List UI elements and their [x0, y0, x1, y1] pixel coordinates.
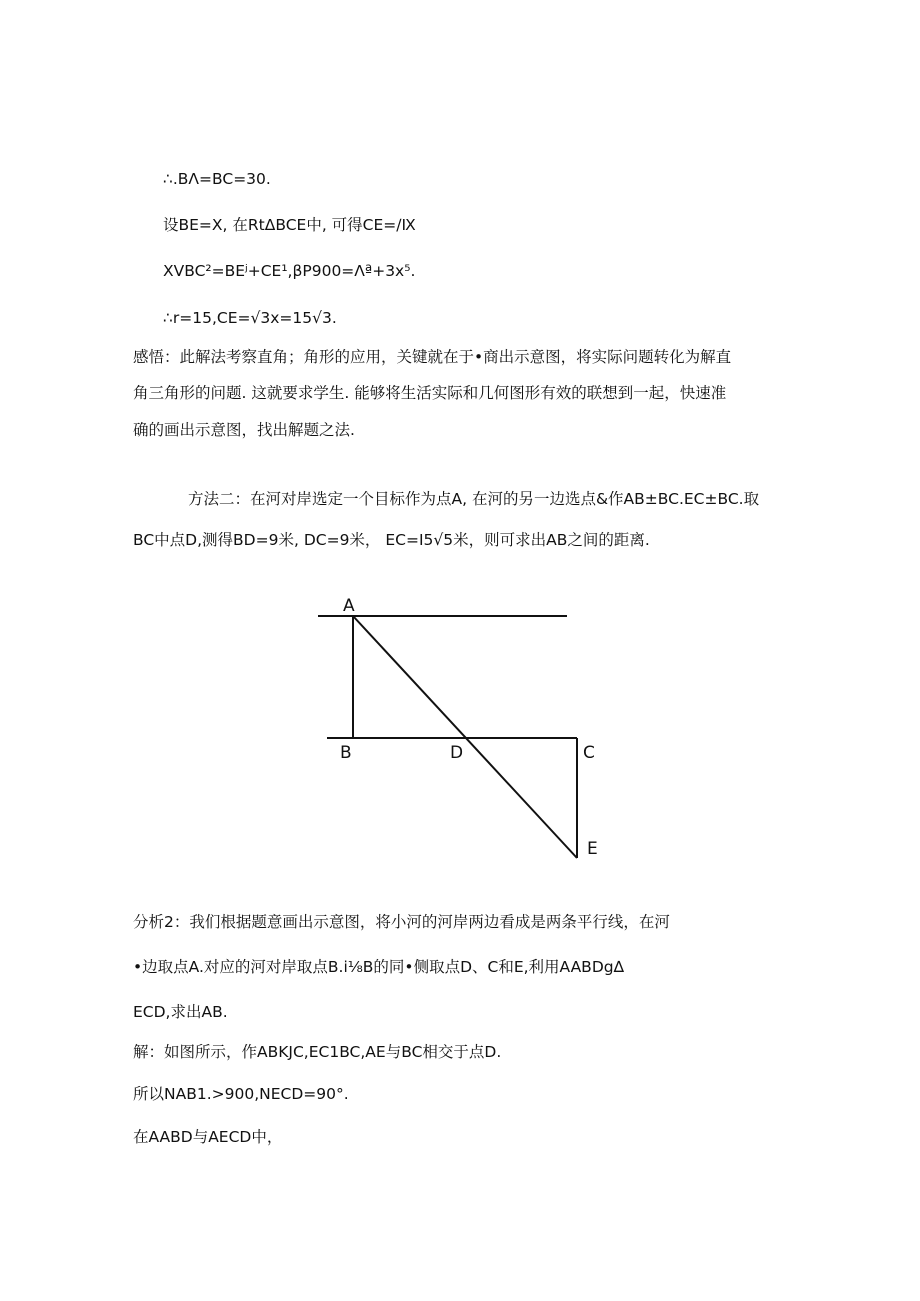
- text-line-ba-equals-bc: ∴.BΛ=BC=30.: [163, 170, 271, 188]
- text-line-solution-3: 在AABD与AECD中，: [133, 1128, 283, 1146]
- geometry-figure: [310, 592, 610, 867]
- text-line-reflection-2: 角三角形的问题. 这就要求学生. 能够将生活实际和几何图形有效的联想到一起，快速准: [133, 384, 727, 402]
- text-line-reflection-1: 感悟：此解法考察直角；角形的应用，关键就在于•商出示意图，将实际问题转化为解直: [133, 348, 732, 366]
- label-d: D: [450, 743, 464, 763]
- text-line-method-two-2: BC中点D,测得BD=9米, DC=9米， EC=I5√5米，则可求出AB之间的距离.: [133, 531, 650, 549]
- text-line-solution-2: 所以NAB1.>900,NECD=90°.: [133, 1085, 349, 1103]
- text-line-pythagoras: XVBC²=BEʲ+CE¹,βP900=Λª+3x⁵.: [163, 262, 416, 280]
- text-line-solution-x: ∴r=15,CE=√3x=15√3.: [163, 309, 337, 327]
- label-b: B: [340, 743, 352, 763]
- text-line-analysis-3: ECD,求出AB.: [133, 1003, 228, 1021]
- text-line-set-be: 设BE=X, 在RtΔBCE中, 可得CE=∕Ⅸ: [163, 216, 416, 234]
- label-e: E: [587, 839, 598, 859]
- label-a: A: [343, 596, 355, 616]
- label-c: C: [583, 743, 595, 763]
- text-line-analysis-2: •边取点A.对应的河对岸取点B.i⅛B的同•侧取点D、C和E,利用AABDg∆: [133, 958, 624, 976]
- text-line-reflection-3: 确的画出示意图，找出解题之法.: [133, 421, 355, 439]
- text-line-method-two-1: 方法二：在河对岸选定一个目标作为点A, 在河的另一边选点&作AB±BC.EC±BC.取: [188, 490, 760, 508]
- text-line-solution-1: 解：如图所示，作ABKJC,EC1BC,AE与BC相交于点D.: [133, 1043, 502, 1061]
- text-line-analysis-1: 分析2：我们根据题意画出示意图，将小河的河岸两边看成是两条平行线，在河: [133, 913, 670, 931]
